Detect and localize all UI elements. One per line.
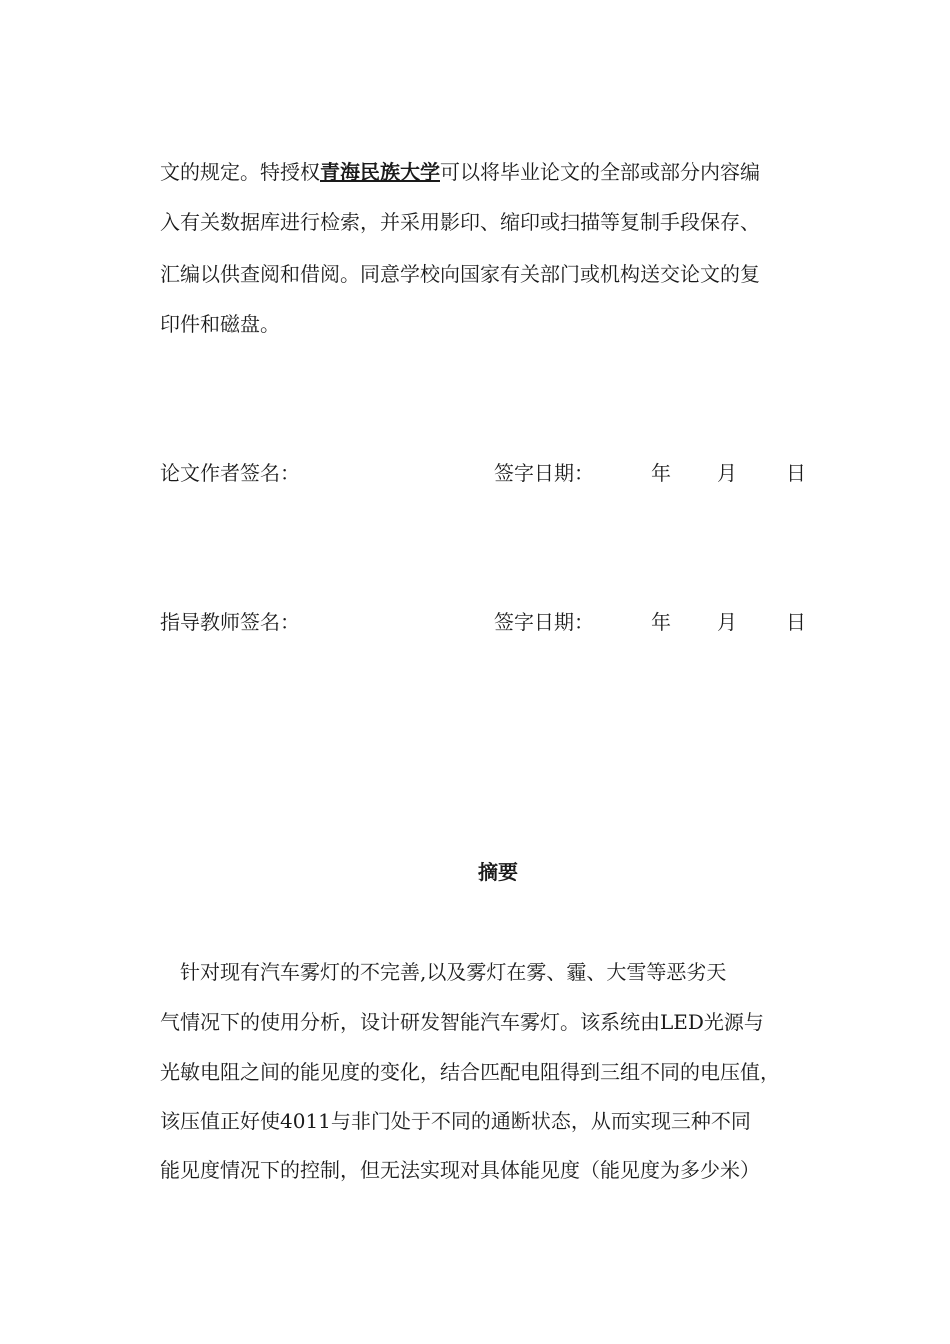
signing-date-label: 签字日期：	[494, 461, 594, 485]
abstract-line: 气情况下的使用分析，设计研发智能汽车雾灯。该系统由LED光源与	[160, 1010, 764, 1034]
abstract-line: 光敏电阻之间的能见度的变化，结合匹配电阻得到三组不同的电压值，	[160, 1060, 780, 1084]
declaration-text: 可以将毕业论文的全部或部分内容编	[440, 160, 760, 184]
author-signature-label: 论文作者签名：	[160, 461, 300, 485]
signing-date-label: 签字日期：	[494, 610, 594, 634]
day-label: 日	[786, 461, 806, 485]
day-label: 日	[786, 610, 806, 634]
abstract-line: 该压值正好使4011与非门处于不同的通断状态，从而实现三种不同	[160, 1109, 751, 1133]
month-label: 月	[717, 461, 737, 485]
declaration-line-1	[160, 158, 760, 186]
declaration-line-3: 汇编以供查阅和借阅。同意学校向国家有关部门或机构送交论文的复	[160, 262, 760, 286]
abstract-line: 针对现有汽车雾灯的不完善,以及雾灯在雾、霾、大雪等恶劣天	[160, 960, 727, 984]
abstract-title: 摘要	[478, 860, 518, 884]
declaration-line-2: 入有关数据库进行检索，并采用影印、缩印或扫描等复制手段保存、	[160, 210, 760, 234]
month-label: 月	[717, 610, 737, 634]
institution-name: 青海民族大学	[320, 160, 440, 184]
declaration-text: 文的规定。特授权	[160, 160, 320, 184]
year-label: 年	[651, 610, 671, 634]
declaration-line-4: 印件和磁盘。	[160, 312, 280, 336]
year-label: 年	[651, 461, 671, 485]
abstract-line: 能见度情况下的控制，但无法实现对具体能见度（能见度为多少米）	[160, 1158, 760, 1182]
advisor-signature-label: 指导教师签名：	[160, 610, 300, 634]
